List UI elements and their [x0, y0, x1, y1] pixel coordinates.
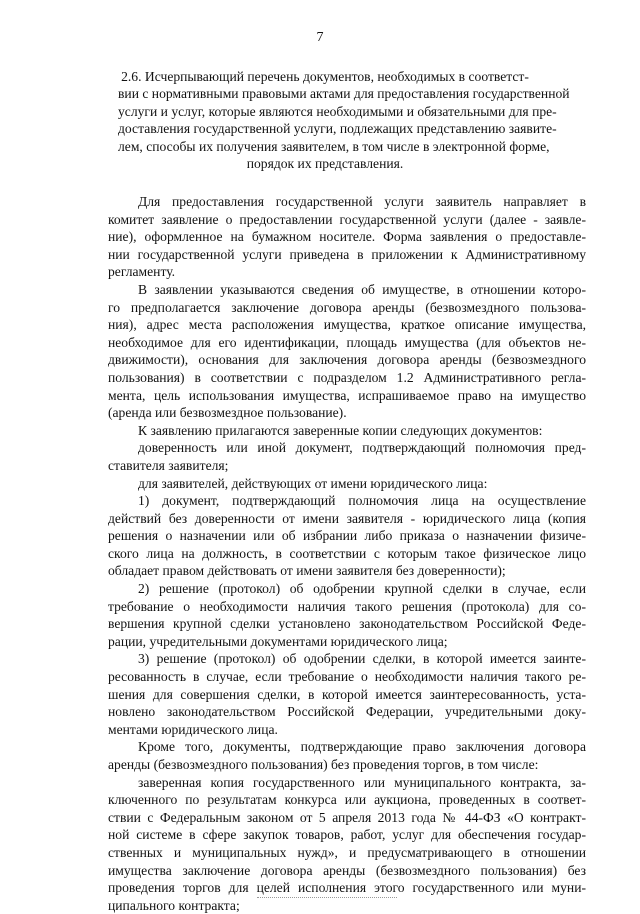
paragraph-line: ментами юридического лица. — [108, 721, 278, 737]
heading-line: вии с нормативными правовыми актами для предоставления государственной — [118, 86, 570, 102]
paragraph-line: ключенного по результатам конкурса или аукциона, проведенных в соответ- — [108, 792, 586, 808]
paragraph-line: нии государственной услуги приведена в приложении к Административному — [108, 246, 586, 262]
paragraph-line: 2) решение (протокол) об одобрении крупной сделки в случае, если — [138, 581, 586, 597]
paragraph-line: решения о назначении или об избрании либо приказа о назначении физиче- — [108, 528, 586, 544]
paragraph-line: шения для совершения сделки, в которой имеется заинтересованность, уста- — [108, 686, 586, 702]
heading-line: доставления государственной услуги, подлежащих представлению заявите- — [118, 121, 557, 137]
paragraph-line: 3) решение (протокол) об одобрении сделки, в которой имеется заинте- — [138, 651, 586, 667]
heading-line: 2.6. Исчерпывающий перечень документов, необходимых в соответст- — [121, 69, 529, 84]
paragraph-line: го предполагается заключение договора аренды (безвозмездного пользова- — [108, 299, 586, 315]
paragraph-line: К заявлению прилагаются заверенные копии следующих документов: — [138, 422, 543, 438]
paragraph-line: новлено законодательством Российской Федерации, учредительными доку- — [108, 704, 586, 720]
paragraph-line: ставителя заявителя; — [108, 457, 229, 473]
paragraph-line: движимости), основания для заключения договора аренды (безвозмездного — [108, 352, 586, 368]
paragraph-line: ципального контракта; — [108, 897, 240, 913]
paragraph-line: вершения крупной сделки установлено законодательством Российской Феде- — [108, 616, 586, 632]
paragraph-line: Для предоставления государственной услуги заявитель направляет в — [138, 194, 586, 209]
body-text — [108, 193, 586, 914]
paragraph-line: рации, учредительными документами юридического лица; — [108, 633, 448, 649]
paragraph-line: ние), оформленное на бумажном носителе. Форма заявления о предоставле- — [108, 229, 586, 245]
paragraph-line: заверенная копия государственного или муниципального контракта, за- — [138, 774, 586, 790]
paragraph-line: ресованность в случае, если требование о необходимости наличия такого ре- — [108, 669, 586, 685]
paragraph-line: обладает правом действовать от имени заявителя без доверенности); — [108, 563, 506, 579]
paragraph-line: ствии с Федеральным законом от 5 апреля 2013 года № 44-ФЗ «О контракт- — [108, 809, 586, 825]
paragraph-line: мента, цель использования имущества, испрашиваемое право на имущество — [108, 387, 586, 403]
paragraph-line: проведения торгов для целей исполнения этого государственного или муни- — [108, 880, 586, 896]
heading-line: порядок их представления. — [246, 156, 404, 172]
paragraph-line: 1) документ, подтверждающий полномочия лица на осуществление — [138, 493, 586, 509]
scan-footer-divider — [257, 897, 397, 898]
paragraph-line: имущества заключение договора аренды (безвозмездного пользования) без — [108, 862, 586, 878]
paragraph-line: ной системе в сфере закупок товаров, работ, услуг для обеспечения государ- — [108, 827, 586, 843]
page-number: 7 — [316, 30, 324, 45]
paragraph-line: комитет заявление о предоставлении государственной услуги (далее - заявле- — [108, 211, 586, 227]
paragraph-line: для заявителей, действующих от имени юридического лица: — [138, 475, 488, 491]
paragraph-line: действий без доверенности от имени заявителя - юридического лица (копия — [108, 510, 586, 526]
paragraph-line: (аренда или безвозмездное пользование). — [108, 405, 347, 421]
heading-line: услуги и услуг, которые являются необходимыми и обязательными для пре- — [118, 103, 557, 119]
paragraph-line: ственных и муниципальных нужд», и предусматривающего в отношении — [108, 844, 586, 860]
paragraph-line: необходимое для его идентификации, площадь имущества (для объектов не- — [108, 334, 586, 350]
paragraph-line: пользования) в соответствии с подразделом 1.2 Административного регла- — [108, 369, 586, 385]
paragraph-line: требование о необходимости наличия такого решения (протокола) для со- — [108, 598, 586, 614]
section-heading — [118, 68, 570, 172]
paragraph-line: ния), адрес места расположения имущества, краткое описание имущества, — [108, 317, 586, 333]
paragraph-line: Кроме того, документы, подтверждающие право заключения договора — [138, 739, 586, 755]
paragraph-line: В заявлении указываются сведения об имуществе, в отношении которо- — [138, 281, 586, 297]
paragraph-line: ского лица на должность, в соответствии с которым такое физическое лицо — [108, 545, 586, 561]
paragraph-line: аренды (безвозмездного пользования) без проведения торгов, в том числе: — [108, 757, 539, 772]
heading-line: лем, способы их получения заявителем, в том числе в электронной форме, — [118, 138, 550, 154]
paragraph-line: доверенность или иной документ, подтверждающий полномочия пред- — [138, 440, 586, 456]
paragraph-line: регламенту. — [108, 264, 176, 280]
